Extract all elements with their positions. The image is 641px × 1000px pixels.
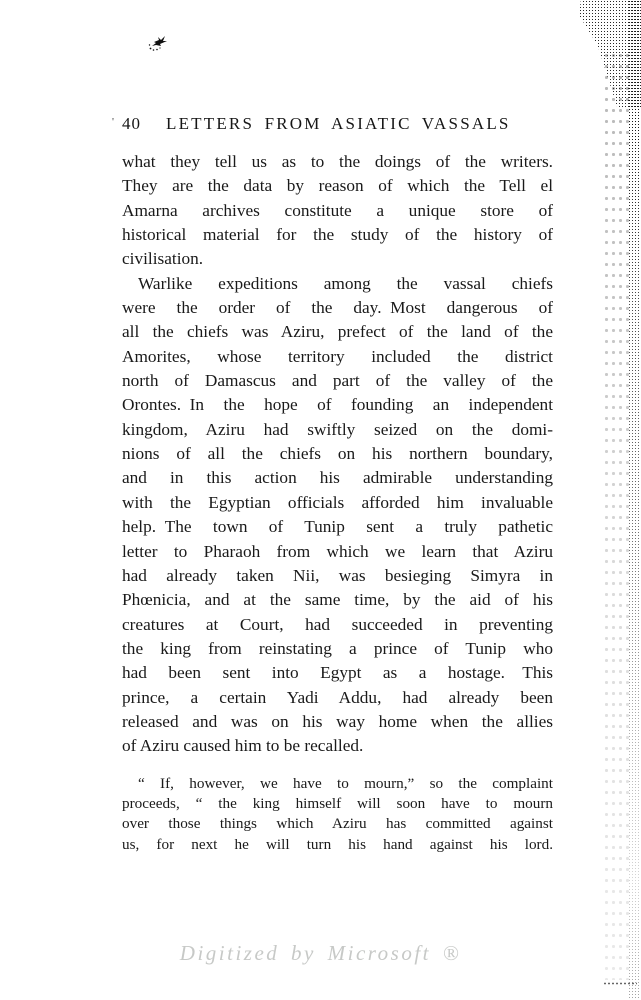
text-line: released and was on his way home when the allies <box>122 711 553 731</box>
text-line: proceeds, “ the king himself will soon have to mourn <box>122 795 553 812</box>
text-line: Amarna archives constitute a unique store of <box>122 200 553 220</box>
text-line: creatures at Court, had succeeded in preventing <box>122 614 553 634</box>
running-head-title: LETTERS FROM ASIATIC VASSALS <box>166 114 511 133</box>
text-line: of Aziru caused him to be recalled. <box>122 736 364 756</box>
text-line: letter to Pharaoh from which we learn that Aziru <box>122 541 553 561</box>
text-line: and in this action his admirable understanding <box>122 468 553 488</box>
text-line: “ If, however, we have to mourn,” so the complaint <box>138 774 553 792</box>
text-line: the king from reinstating a prince of Tunip who <box>122 638 553 658</box>
text-line: with the Egyptian officials afforded him invaluable <box>122 492 553 512</box>
text-line: all the chiefs was Aziru, prefect of the land of the <box>122 322 553 342</box>
text-line: over those things which Aziru has committed against <box>122 815 553 833</box>
text-line: historical material for the study of the history of <box>122 225 553 245</box>
scan-edge-dash-noise <box>603 982 637 985</box>
text-line: had been sent into Egypt as a hostage. This <box>122 663 553 683</box>
text-line: They are the data by reason of which the Tell el <box>122 176 553 196</box>
text-line: us, for next he will turn his hand against his lord. <box>122 835 553 853</box>
block-quote <box>122 774 553 856</box>
text-line: were the order of the day. Most dangerous of <box>122 298 553 318</box>
text-block <box>112 114 553 855</box>
text-line: civilisation. <box>122 249 204 269</box>
paragraph-1 <box>122 150 553 272</box>
scan-edge-speckle-noise <box>603 50 631 980</box>
text-line: had already taken Nii, was besieging Simyra in <box>122 565 553 585</box>
text-line: Warlike expeditions among the vassal chiefs <box>138 273 553 293</box>
paragraph-2 <box>122 272 553 759</box>
ink-blot-mark <box>147 33 171 54</box>
text-line: prince, a certain Yadi Addu, had already been <box>122 687 553 707</box>
digitized-watermark: Digitized by Microsoft ® <box>179 941 462 965</box>
stray-tick-mark: ' <box>112 116 114 128</box>
text-line: Phœnicia, and at the same time, by the aid of his <box>122 590 553 610</box>
text-line: Amorites, whose territory included the district <box>122 346 553 366</box>
text-line: what they tell us as to the doings of the writers. <box>122 152 553 171</box>
text-line: Orontes. In the hope of founding an independent <box>122 395 553 415</box>
text-line: north of Damascus and part of the valley of the <box>122 371 553 391</box>
text-line: help. The town of Tunip sent a truly pathetic <box>122 517 553 537</box>
running-head <box>112 114 553 134</box>
text-line: nions of all the chiefs on his northern boundary, <box>122 444 553 464</box>
text-line: kingdom, Aziru had swiftly seized on the domi- <box>122 419 553 439</box>
page-number: 40 <box>122 114 141 133</box>
